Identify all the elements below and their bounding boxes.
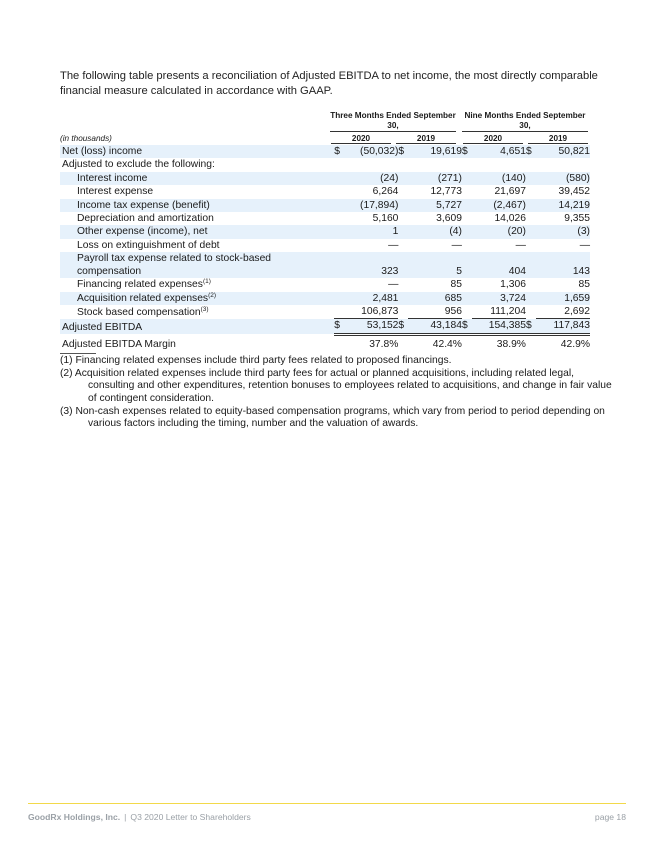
row-label: Payroll tax expense related to stock-based compensation <box>60 252 334 278</box>
cell-value: 3,609 <box>436 213 462 225</box>
table-row <box>60 212 590 225</box>
table-row <box>60 305 590 319</box>
cell-value: 154,385 <box>472 319 526 334</box>
cell-value: (50,032) <box>344 145 398 158</box>
footnote-2: (2) Acquisition related expenses include third party fees for actual or planned acquisitions, including related legal, consulting and other expenditures, retention bonuses to employees related to acquisitions, and change in fair value of contingent consideration. <box>60 368 612 404</box>
cell-value: 85 <box>450 279 462 291</box>
row-label: Income tax expense (benefit) <box>60 199 334 212</box>
cell-value: 38.9% <box>496 338 526 350</box>
row-label: Interest income <box>60 172 334 185</box>
cell-value: 6,264 <box>372 186 399 198</box>
year-header: 2019 <box>548 134 568 143</box>
row-label: Other expense (income), net <box>60 225 334 238</box>
cell-value: — <box>515 239 526 251</box>
cell-value: 14,219 <box>536 199 590 212</box>
row-label: Interest expense <box>77 186 154 198</box>
row-label: Net (loss) income <box>60 145 334 158</box>
footnote-3: (3) Non-cash expenses related to equity-based compensation programs, which vary from period to period depending on various factors including the timing, number and the valuation of awards. <box>60 406 605 430</box>
footnote-marker: (1) <box>202 278 211 286</box>
table-row <box>60 292 590 305</box>
cell-value: — <box>451 239 462 251</box>
cell-value: 4,651 <box>472 145 526 158</box>
cell-value: (2,467) <box>472 199 526 212</box>
cell-value: 323 <box>344 252 398 278</box>
cell-value: 14,026 <box>494 213 526 225</box>
table-row <box>60 185 590 198</box>
cell-value: 50,821 <box>536 145 590 158</box>
cell-value: 21,697 <box>494 186 526 198</box>
cell-value: 5 <box>408 252 462 278</box>
header-rule-three-months <box>330 131 456 132</box>
dollar-sign: $ <box>334 145 344 158</box>
footnote-marker: (3) <box>200 305 209 313</box>
cell-value: 1,659 <box>536 292 590 305</box>
cell-value: 12,773 <box>430 186 462 198</box>
cell-value: 5,727 <box>408 199 462 212</box>
row-label <box>60 278 334 291</box>
table-row <box>60 278 590 291</box>
footnote-divider <box>60 353 96 354</box>
cell-value: 42.4% <box>432 338 462 350</box>
table-row <box>60 225 590 238</box>
cell-value: 2,692 <box>536 305 590 319</box>
cell-value: (17,894) <box>344 199 398 212</box>
row-label-text: Financing related expenses <box>77 279 203 291</box>
footer-divider <box>28 803 626 804</box>
row-label: Adjusted EBITDA <box>60 319 334 334</box>
row-label: Depreciation and amortization <box>77 213 214 225</box>
intro-paragraph: The following table presents a reconciliation of Adjusted EBITDA to net income, the most directly comparable financial measure calculated in accordance with GAAP. <box>60 70 598 97</box>
cell-value: 404 <box>472 252 526 278</box>
cell-value: — <box>388 239 399 251</box>
cell-value: — <box>579 239 590 251</box>
year-underline <box>528 143 588 144</box>
cell-value: 42.9% <box>560 338 590 350</box>
table-row <box>60 252 590 278</box>
cell-value: (271) <box>408 172 462 185</box>
header-rule-nine-months <box>462 131 588 132</box>
table-row <box>60 239 590 252</box>
table-row <box>60 334 590 351</box>
cell-value: (140) <box>472 172 526 185</box>
year-header: 2019 <box>416 134 436 143</box>
table-row <box>60 158 590 171</box>
cell-value: 85 <box>578 279 590 291</box>
year-underline <box>396 143 456 144</box>
cell-value: 1,306 <box>500 279 526 291</box>
year-underline <box>463 143 523 144</box>
row-label <box>60 305 334 319</box>
table-row <box>60 172 590 185</box>
cell-value: 5,160 <box>372 213 399 225</box>
header-three-months: Three Months Ended September 30, <box>330 111 456 130</box>
page-number: page 18 <box>594 812 626 822</box>
footer-document: Q3 2020 Letter to Shareholders <box>130 812 251 822</box>
cell-value: 106,873 <box>344 305 398 319</box>
cell-value: (3) <box>536 225 590 238</box>
dollar-sign: $ <box>462 145 472 158</box>
cell-value: 9,355 <box>564 213 590 225</box>
row-label: Adjusted to exclude the following: <box>62 159 215 171</box>
cell-value: — <box>388 279 399 291</box>
footer-left <box>28 812 251 822</box>
cell-value: 19,619 <box>408 145 462 158</box>
cell-value: (24) <box>344 172 398 185</box>
footnote-1: (1) Financing related expenses include third party fees related to proposed financings. <box>60 355 452 366</box>
year-header: 2020 <box>351 134 371 143</box>
row-label-text: Stock based compensation <box>77 306 201 318</box>
row-label <box>60 292 334 305</box>
dollar-sign: $ <box>334 319 344 334</box>
cell-value: 3,724 <box>472 292 526 305</box>
footer-company: GoodRx Holdings, Inc. <box>28 812 121 822</box>
ebitda-reconciliation-table <box>60 145 590 351</box>
cell-value: 685 <box>408 292 462 305</box>
footnote-marker: (2) <box>208 291 217 299</box>
footer-separator: | <box>124 812 127 822</box>
row-label: Adjusted EBITDA Margin <box>62 338 176 350</box>
table-row <box>60 199 590 212</box>
cell-value: (20) <box>472 225 526 238</box>
dollar-sign: $ <box>398 145 408 158</box>
cell-value: (4) <box>408 225 462 238</box>
table-row <box>60 319 590 334</box>
year-header: 2020 <box>483 134 503 143</box>
year-underline <box>331 143 391 144</box>
cell-value: 143 <box>536 252 590 278</box>
cell-value: 111,204 <box>472 305 526 319</box>
cell-value: 37.8% <box>369 338 399 350</box>
cell-value: 2,481 <box>344 292 398 305</box>
table-row <box>60 145 590 158</box>
cell-value: 39,452 <box>558 186 590 198</box>
cell-value: (580) <box>536 172 590 185</box>
cell-value: 53,152 <box>344 319 398 334</box>
dollar-sign: $ <box>526 319 536 334</box>
units-label: (in thousands) <box>60 134 112 143</box>
cell-value: 43,184 <box>408 319 462 334</box>
cell-value: 1 <box>344 225 398 238</box>
dollar-sign: $ <box>462 319 472 334</box>
dollar-sign: $ <box>398 319 408 334</box>
header-nine-months: Nine Months Ended September 30, <box>464 111 586 130</box>
row-label: Loss on extinguishment of debt <box>77 239 220 251</box>
row-label-text: Acquisition related expenses <box>77 292 209 304</box>
cell-value: 956 <box>408 305 462 319</box>
dollar-sign: $ <box>526 145 536 158</box>
cell-value: 117,843 <box>536 319 590 334</box>
